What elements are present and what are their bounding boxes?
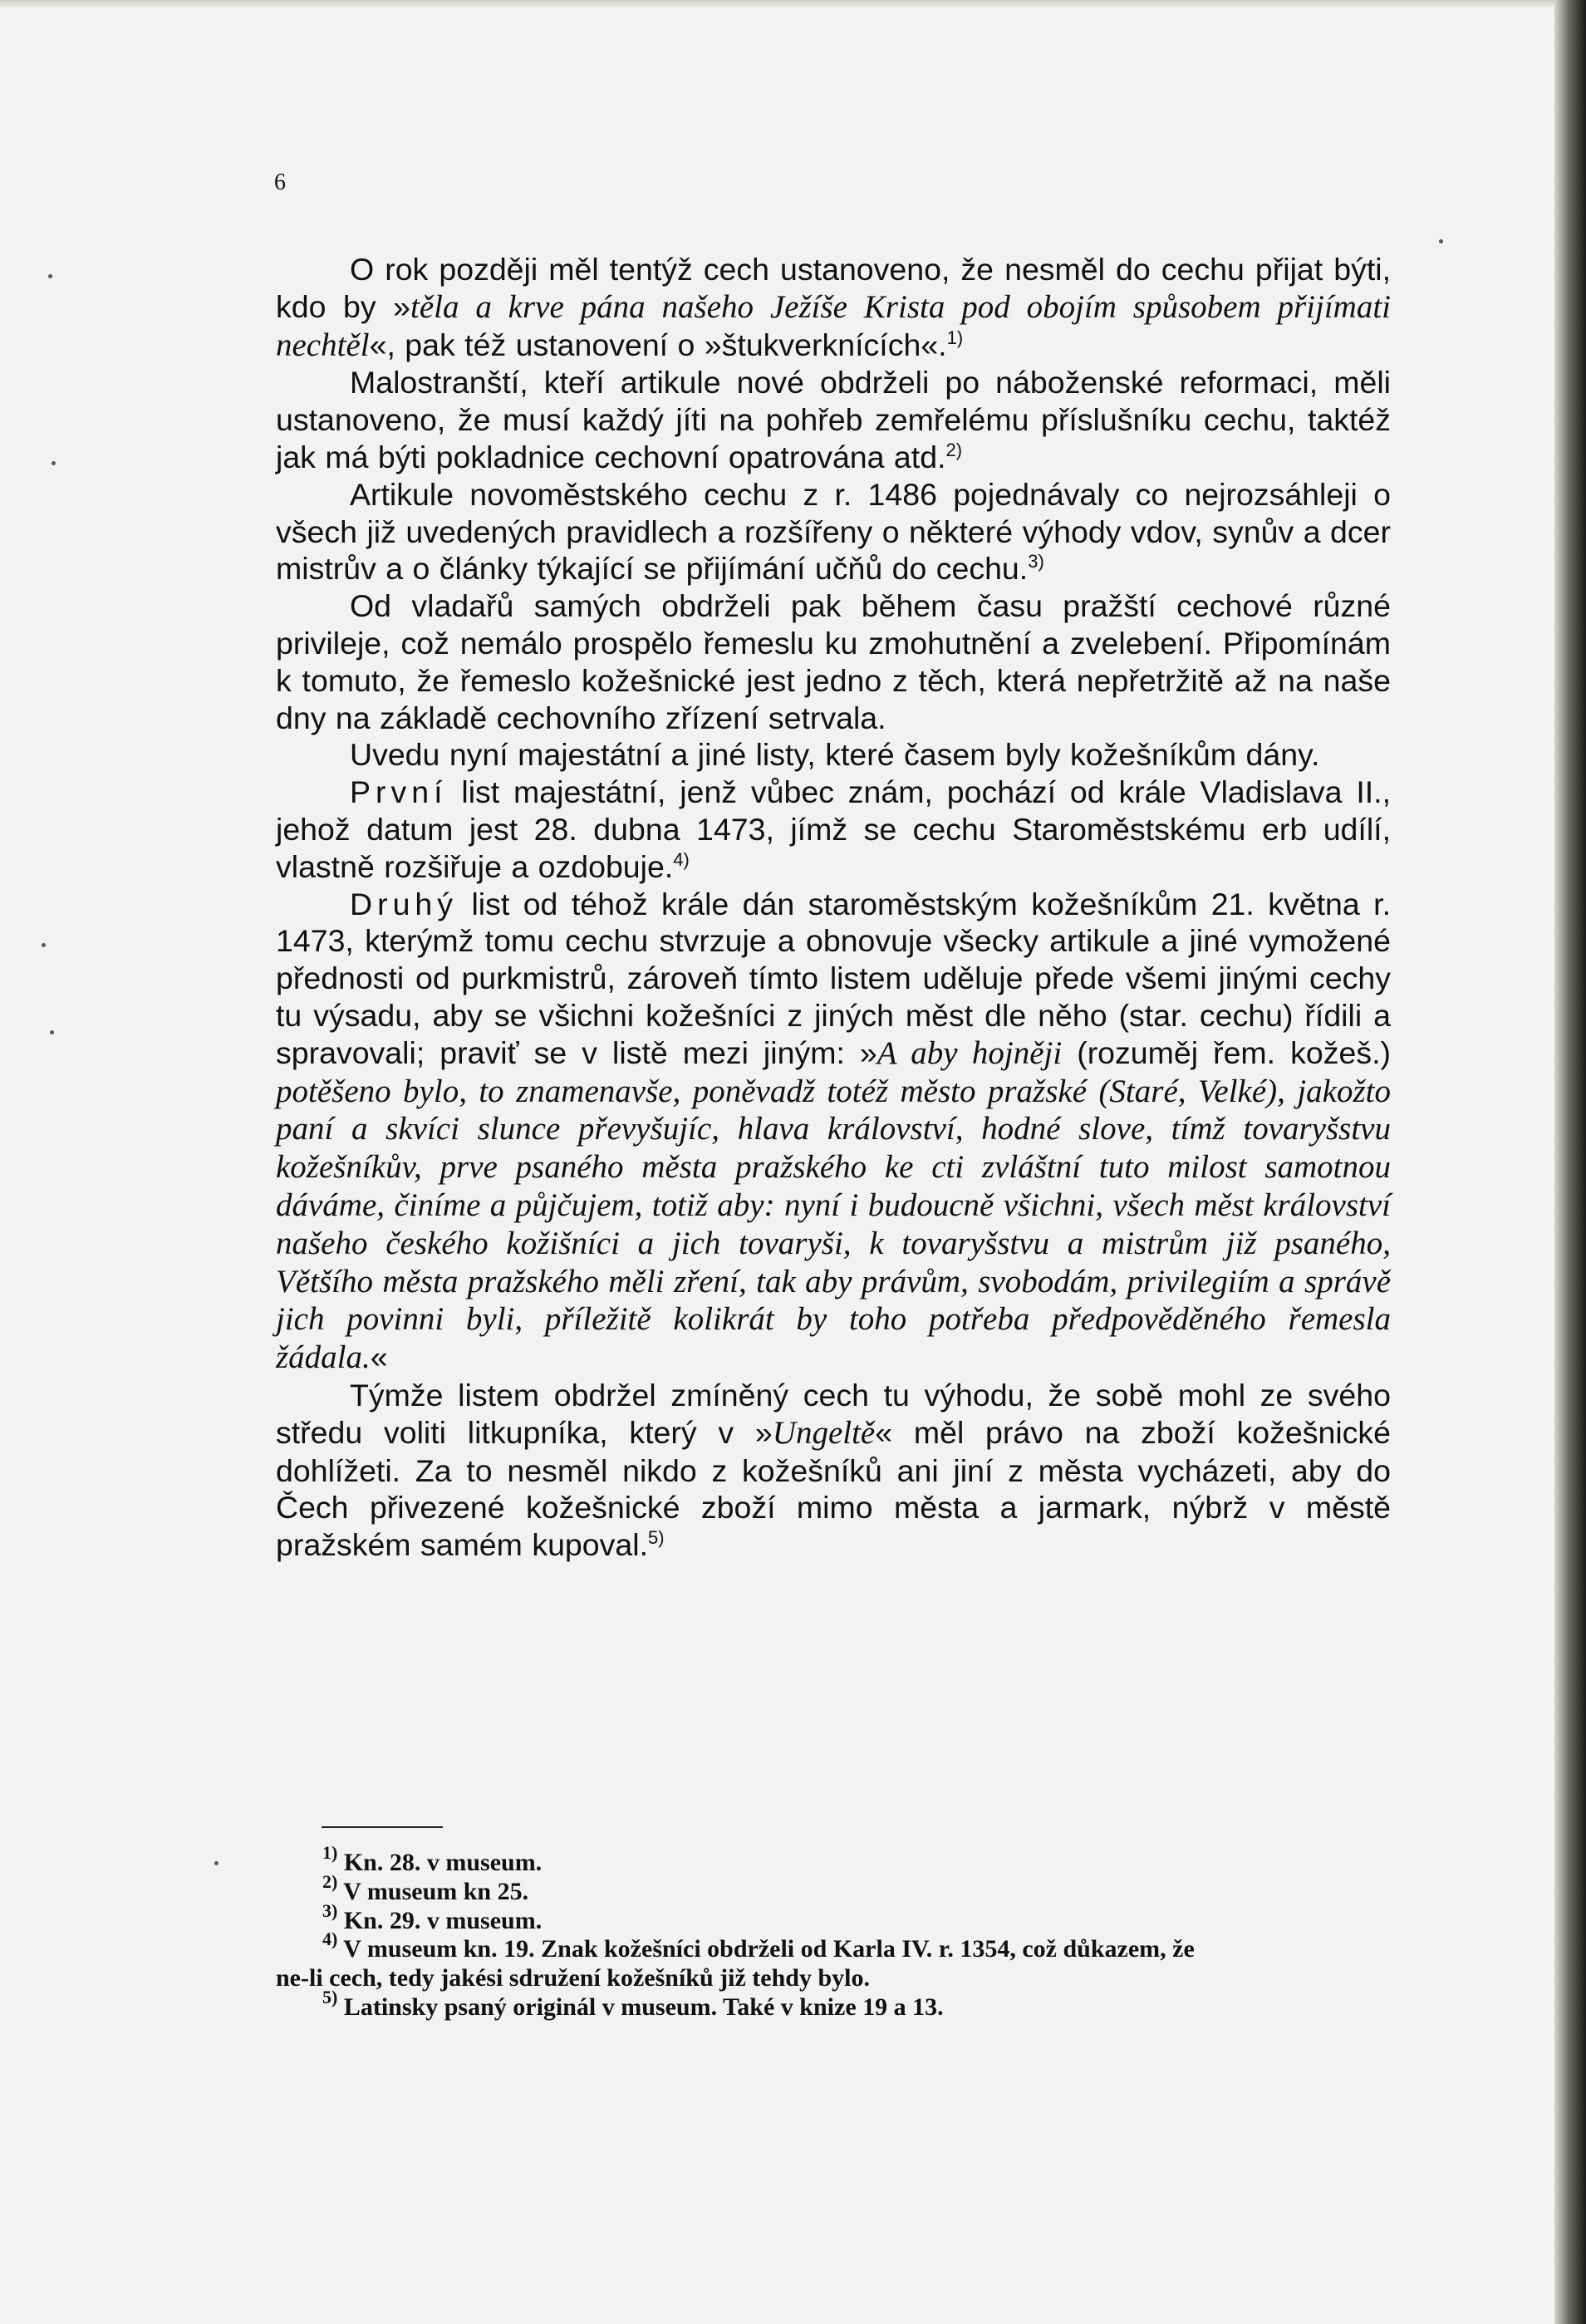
text-run: list majestátní, jenž vůbec znám, pochází od krále Vladislava II., jehož datum jest 28. dubna 1473, jímž se cechu Staroměstskému erb udílí, vlastně rozšiřuje a ozdobuje. <box>276 774 1391 884</box>
footnote-text: Kn. 28. v museum. <box>337 1849 543 1876</box>
text-run: Malostranští, kteří artikule nové obdrželi po náboženské reformaci, měli ustanoveno, že musí každý jíti na pohřeb zemřelému příslušníku cechu, taktéž jak má býti pokladnice cechovní opatrována atd. <box>276 365 1391 474</box>
italic-quote: těla a krve pána našeho Ježíše Krista pod obojím spůsobem přijímati nechtěl <box>276 288 1391 363</box>
text-run: Artikule novoměstského cechu z r. 1486 pojednávaly co nejrozsáhleji o všech již uvedených pravidlech a rozšířeny o některé výhody vdov, synův a dcer mistrův a o články týkající se přijímání učňů do cechu. <box>276 476 1391 587</box>
text-run: « měl právo na zboží kožešnické dohlížeti. Za to nesměl nikdo z kožešníků ani jiní z města vycházeti, aby do Čech přivezené kožešnické zboží mimo města a jarmark, nýbrž v městě pražském samém kupoval. <box>276 1414 1392 1563</box>
footnote-mark: 5) <box>322 1986 338 2007</box>
footnote-mark: 3) <box>322 1899 338 1921</box>
footnote-mark: 2) <box>322 1870 338 1892</box>
paragraph-2 <box>276 364 1391 475</box>
scan-edge-right <box>1554 0 1586 2324</box>
text-run: O rok později měl tentýž cech ustanoveno, že nesměl do cechu přijat býti, kdo by » <box>276 252 1391 324</box>
text-run: Uvedu nyní majestátní a jiné listy, které časem byly kožešníkům dány. <box>350 737 1320 773</box>
footnote-item <box>276 1842 1231 1878</box>
footnote-text: Latinsky psaný originál v museum. Také v knize 19 a 13. <box>337 1992 944 2021</box>
margin-dot <box>52 461 56 465</box>
paragraph-8 <box>276 1377 1391 1564</box>
spaced-word: Druhý <box>350 886 459 921</box>
paragraph-3 <box>276 476 1391 587</box>
footnote-mark: 4) <box>322 1928 338 1950</box>
text-run: list od téhož krále dán staroměstským kožešníkům 21. května r. 1473, kterýmž tomu cechu stvrzuje a obnovuje všecky artikule a jiné vymožené přednosti od purkmistrů, zároveň tímto listem uděluje přede všemi jinými cechy tu výsadu, aby se všichni kožešníci z jiných měst dle něho (star. cechu) řídili a spravovali; praviť se v listě mezi jiným: » <box>276 886 1391 1070</box>
footnote-item <box>276 1928 1231 1993</box>
margin-dot <box>214 1861 219 1865</box>
footnote-item <box>276 1870 1231 1907</box>
footnote-item <box>276 1986 1231 2022</box>
footnote-ref: 4) <box>673 848 690 870</box>
margin-dot <box>50 1030 54 1034</box>
text-run: «, pak též ustanovení o »štukverknících«. <box>369 327 947 362</box>
text-run: Týmže listem obdržel zmíněný cech tu výhodu, že sobě mohl ze svého středu voliti litkupníka, který v » <box>276 1377 1391 1450</box>
paragraph-6 <box>276 774 1391 885</box>
margin-dot <box>48 274 52 278</box>
text-run: (rozuměj řem. kožeš.) <box>1062 1034 1391 1070</box>
footnotes <box>276 1842 1231 2022</box>
scan-edge-top <box>0 0 1586 8</box>
paragraph-5 <box>276 736 1391 774</box>
spaced-word: První <box>350 774 448 810</box>
footnote-item <box>276 1899 1231 1936</box>
text-run: « <box>370 1339 388 1375</box>
footnote-text: V museum kn. 19. Znak kožešníci obdrželi od Karla IV. r. 1354, což důkazem, že ne-li cech, tedy jakési sdružení kožešníků již tehdy bylo. <box>276 1935 1195 1992</box>
paragraph-4 <box>276 587 1391 736</box>
footnote-mark: 1) <box>322 1842 338 1863</box>
footnote-ref: 2) <box>945 439 963 460</box>
footnote-ref: 3) <box>1028 551 1044 572</box>
margin-dot <box>1439 239 1443 243</box>
text-run: Od vladařů samých obdrželi pak během času pražští cechové různé privileje, což nemálo prospělo řemeslu ku zmohutnění a zvelebení. Připomínám k tomuto, že řemeslo kožešnické jest jedno z těch, která nepřetržitě až na naše dny na základě cechovního zřízení setrvala. <box>276 588 1391 735</box>
footnote-text: Kn. 29. v museum. <box>337 1906 543 1934</box>
footnote-ref: 1) <box>946 327 964 348</box>
italic-quote: Ungeltě <box>772 1414 876 1451</box>
footnote-text: V museum kn 25. <box>337 1877 529 1905</box>
footnote-divider <box>322 1826 443 1828</box>
page-number: 6 <box>274 170 286 195</box>
italic-quote: A aby hojněji <box>876 1034 1063 1071</box>
footnote-ref: 5) <box>648 1527 665 1549</box>
margin-dot <box>42 943 46 947</box>
paragraph-1 <box>276 251 1391 364</box>
paragraph-7 <box>276 886 1391 1377</box>
body-text <box>276 251 1391 1564</box>
italic-quote: potěšeno bylo, to znamenavše, poněvadž totéž město pražské (Staré, Velké), jakožto paní a skvíci slunce převyšujíc, hlava království, hodné slove, tímž tovaryšstvu kožešníkův, prve psaného města pražského ke cti zvláštní tuto milost samotnou dáváme, činíme a půjčujem, totiž aby: nyní i budoucně všichni, všech měst království našeho českého kožišníci a jich tovaryši, k tovaryšstvu a mistrům již psaného, Většího města pražského měli zření, tak aby právům, svobodám, privilegiím a správě jich povinni byli, příležitě kolikrát by toho potřeba předpověděného řemesla žádala. <box>276 1073 1391 1376</box>
